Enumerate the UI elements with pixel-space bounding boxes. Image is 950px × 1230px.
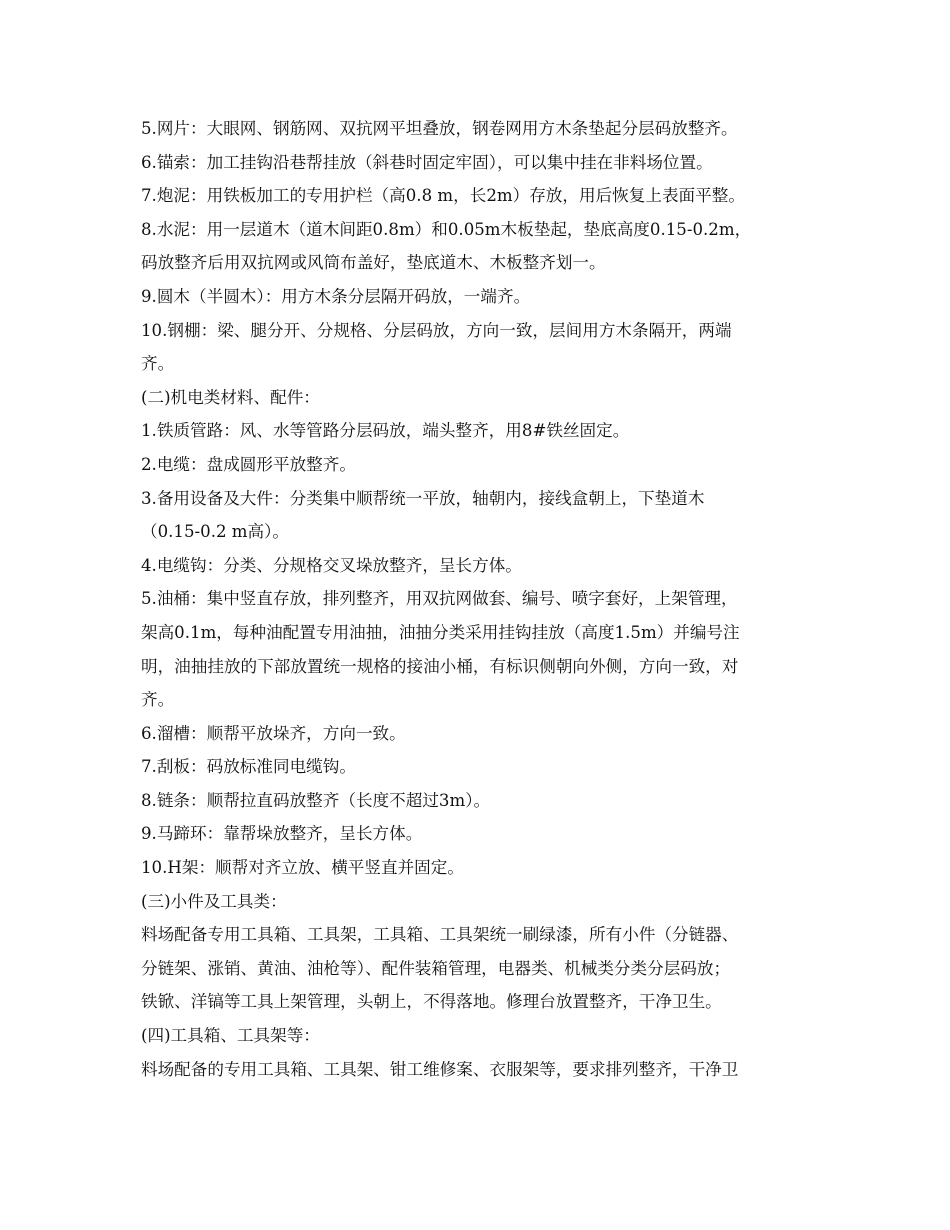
text-line: 10.H架：顺帮对齐立放、横平竖直并固定。 [141,858,464,878]
text-line: 5.网片：大眼网、钢筋网、双抗网平坦叠放，钢卷网用方木条垫起分层码放整齐。 [141,119,738,138]
text-line: 分链架、涨销、黄油、油枪等）、配件装箱管理，电器类、机械类分类分层码放； [141,958,731,978]
text-line: 齐。 [141,690,175,710]
text-line: 4.电缆钩：分类、分规格交叉垛放整齐，呈长方体。 [141,555,522,575]
text-line: 8.水泥：用一层道木（道木间距0.8m）和0.05m木板垫起，垫底高度0.15-0.2m， [141,219,752,239]
text-line: 码放整齐后用双抗网或风筒布盖好，垫底道木、木板整齐划一。 [141,253,606,273]
text-line: 料场配备专用工具箱、工具架，工具箱、工具架统一刷绿漆，所有小件（分链器、 [141,925,739,945]
text-line: 7.刮板：码放标准同电缆钩。 [141,757,356,777]
text-line: 3.备用设备及大件：分类集中顺帮统一平放，轴朝内，接线盒朝上，下垫道木 [141,488,705,508]
text-line: （0.15-0.2 m高）。 [141,522,290,542]
text-line: 6.溜槽：顺帮平放垛齐，方向一致。 [141,723,406,743]
text-line: 9.圆木（半圆木）：用方木条分层隔开码放，一端齐。 [141,286,531,306]
text-line: 明，油抽挂放的下部放置统一规格的接油小桶，有标识侧朝向外侧，方向一致，对 [141,656,739,676]
text-line: 10.钢棚：梁、腿分开、分规格、分层码放，方向一致，层间用方木条隔开，两端 [141,320,732,340]
section-heading: (二)机电类材料、配件： [141,387,320,407]
text-line: 料场配备的专用工具箱、工具架、钳工维修案、衣服架等，要求排列整齐，干净卫 [141,1059,739,1079]
text-line: 6.锚索：加工挂钩沿巷帮挂放（斜巷时固定牢固），可以集中挂在非料场位置。 [141,152,713,172]
section-heading: (四)工具箱、工具架等： [141,1026,320,1046]
text-line: 1.铁质管路：风、水等管路分层码放，端头整齐，用8#铁丝固定。 [141,421,630,441]
text-line: 铁锨、洋镐等工具上架管理，头朝上，不得落地。修理台放置整齐，干净卫生。 [141,992,722,1012]
text-line: 5.油桶：集中竖直存放，排列整齐，用双抗网做套、编号、喷字套好，上架管理， [141,589,738,609]
text-line: 7.炮泥：用铁板加工的专用护栏（高0.8 m，长2m）存放，用后恢复上表面平整。 [141,186,745,206]
section-heading: (三)小件及工具类： [141,891,287,911]
text-line: 架高0.1m，每种油配置专用油抽，油抽分类采用挂钩挂放（高度1.5m）并编号注 [141,622,740,642]
document-body [141,112,811,1086]
text-line: 齐。 [141,354,175,374]
text-line: 9.马蹄环：靠帮垛放整齐，呈长方体。 [141,824,423,844]
text-line: 8.链条：顺帮拉直码放整齐（长度不超过3m）。 [141,790,491,810]
text-line: 2.电缆：盘成圆形平放整齐。 [141,454,356,474]
